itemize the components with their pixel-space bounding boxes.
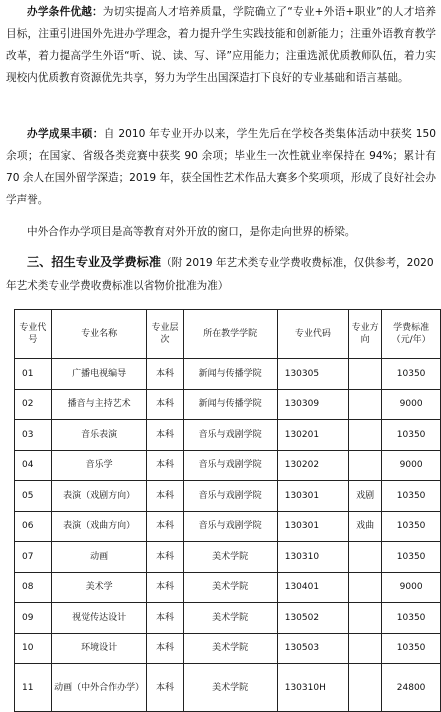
table-row: [15, 511, 441, 542]
cell-code: 10: [15, 633, 52, 664]
cell-direction: [348, 572, 381, 603]
paragraph-heading: 办学成果丰硕：: [27, 128, 104, 140]
header-name: 专业名称: [51, 310, 147, 359]
section-heading: 三、招生专业及学费标准: [27, 255, 162, 269]
cell-college: 美术学院: [183, 633, 277, 664]
cell-tuition: 10350: [382, 511, 441, 542]
header-major-code: 专业代码: [277, 310, 348, 359]
cell-name: 音乐表演: [51, 420, 147, 451]
cell-tuition: 9000: [382, 450, 441, 481]
cell-name: 表演（戏剧方向）: [51, 481, 147, 512]
cell-major-code: 130301: [277, 481, 348, 512]
cell-tuition: 24800: [382, 664, 441, 712]
cell-major-code: 130502: [277, 603, 348, 634]
cell-college: 音乐与戏剧学院: [183, 481, 277, 512]
cell-direction: [348, 664, 381, 712]
cell-level: 本科: [147, 359, 183, 390]
cell-direction: [348, 603, 381, 634]
cell-code: 08: [15, 572, 52, 603]
cell-level: 本科: [147, 633, 183, 664]
cell-major-code: 130305: [277, 359, 348, 390]
cell-direction: [348, 420, 381, 451]
cell-major-code: 130202: [277, 450, 348, 481]
cell-college: 音乐与戏剧学院: [183, 450, 277, 481]
header-level: 专业层次: [147, 310, 183, 359]
cell-level: 本科: [147, 603, 183, 634]
header-code: 专业代号: [15, 310, 52, 359]
cell-name: 表演（戏曲方向）: [51, 511, 147, 542]
cell-code: 11: [15, 664, 52, 712]
paragraph-achievements: [6, 123, 436, 211]
cell-college: 新闻与传播学院: [183, 389, 277, 420]
paragraph-conditions: [6, 1, 436, 89]
cell-level: 本科: [147, 481, 183, 512]
table-row: [15, 450, 441, 481]
cell-name: 动画: [51, 542, 147, 573]
cell-code: 04: [15, 450, 52, 481]
header-direction: 专业方向: [348, 310, 381, 359]
cell-college: 美术学院: [183, 664, 277, 712]
cell-name: 美术学: [51, 572, 147, 603]
cell-college: 新闻与传播学院: [183, 359, 277, 390]
cell-name: 音乐学: [51, 450, 147, 481]
cell-level: 本科: [147, 542, 183, 573]
table-row: [15, 542, 441, 573]
cell-name: 动画（中外合作办学）: [51, 664, 147, 712]
paragraph-text: 自 2010 年专业开办以来，学生先后在学校各类集体活动中获奖 150 余项；在国家、省级各类竞赛中获奖 90 余项；毕业生一次性就业率保持在 94%；累计有 70 余人在国外留学深造；2019 年，获全国性艺术作品大赛多个奖项项，形成了良好社会办学声誉。: [6, 128, 437, 206]
cell-direction: [348, 389, 381, 420]
header-college: 所在教学学院: [183, 310, 277, 359]
cell-tuition: 9000: [382, 572, 441, 603]
cell-major-code: 130503: [277, 633, 348, 664]
cell-level: 本科: [147, 572, 183, 603]
cell-name: 视觉传达设计: [51, 603, 147, 634]
cell-college: 美术学院: [183, 542, 277, 573]
cell-college: 音乐与戏剧学院: [183, 420, 277, 451]
cell-code: 09: [15, 603, 52, 634]
cell-name: 播音与主持艺术: [51, 389, 147, 420]
table-row: [15, 664, 441, 712]
cell-direction: [348, 359, 381, 390]
cell-direction: 戏曲: [348, 511, 381, 542]
cell-level: 本科: [147, 450, 183, 481]
cell-level: 本科: [147, 511, 183, 542]
cell-code: 05: [15, 481, 52, 512]
cell-level: 本科: [147, 389, 183, 420]
table-row: [15, 359, 441, 390]
header-tuition: 学费标准（元/年）: [382, 310, 441, 359]
table-body: [15, 359, 441, 712]
cell-direction: [348, 633, 381, 664]
cell-major-code: 130309: [277, 389, 348, 420]
cell-tuition: 10350: [382, 481, 441, 512]
cell-major-code: 130401: [277, 572, 348, 603]
cell-college: 音乐与戏剧学院: [183, 511, 277, 542]
paragraph-text: 为切实提高人才培养质量，学院确立了“专业+外语+职业”的人才培养目标，注重引进国外先进办学理念，着力提升学生实践技能和创新能力；注重外语教育教学改革，着力提高学生外语“听、说、读、写、译”应用能力；注重选派优质教师队伍，着力实现校内优质教育资源优先共享，努力为学生出国深造打下良好的专业基础和语言基础。: [6, 6, 436, 84]
cell-code: 06: [15, 511, 52, 542]
table-row: [15, 572, 441, 603]
cell-tuition: 9000: [382, 389, 441, 420]
cell-major-code: 130201: [277, 420, 348, 451]
table-header-row: [15, 310, 441, 359]
cell-direction: [348, 542, 381, 573]
cell-direction: 戏剧: [348, 481, 381, 512]
section-heading-block: [6, 251, 436, 298]
cell-code: 01: [15, 359, 52, 390]
cell-tuition: 10350: [382, 603, 441, 634]
cell-major-code: 130310H: [277, 664, 348, 712]
cell-major-code: 130310: [277, 542, 348, 573]
cell-tuition: 10350: [382, 359, 441, 390]
cell-code: 07: [15, 542, 52, 573]
cell-code: 03: [15, 420, 52, 451]
cell-major-code: 130301: [277, 511, 348, 542]
cell-college: 美术学院: [183, 572, 277, 603]
cell-level: 本科: [147, 664, 183, 712]
table-row: [15, 420, 441, 451]
paragraph-heading: 办学条件优越：: [27, 6, 103, 18]
cell-name: 广播电视编导: [51, 359, 147, 390]
paragraph-bridge: [6, 221, 436, 243]
cell-tuition: 10350: [382, 420, 441, 451]
table-row: [15, 389, 441, 420]
table-row: [15, 481, 441, 512]
cell-tuition: 10350: [382, 633, 441, 664]
cell-code: 02: [15, 389, 52, 420]
cell-name: 环境设计: [51, 633, 147, 664]
section-note: （附 2019 年艺术类专业学费收费标准，仅供参考，2020 年艺术类专业学费收费标准以省物价批准为准）: [6, 257, 434, 292]
cell-direction: [348, 450, 381, 481]
table-row: [15, 603, 441, 634]
cell-level: 本科: [147, 420, 183, 451]
table-row: [15, 633, 441, 664]
cell-college: 美术学院: [183, 603, 277, 634]
paragraph-text: 中外合作办学项目是高等教育对外开放的窗口，是你走向世界的桥梁。: [27, 226, 356, 238]
tuition-table: [14, 309, 441, 712]
cell-tuition: 10350: [382, 542, 441, 573]
